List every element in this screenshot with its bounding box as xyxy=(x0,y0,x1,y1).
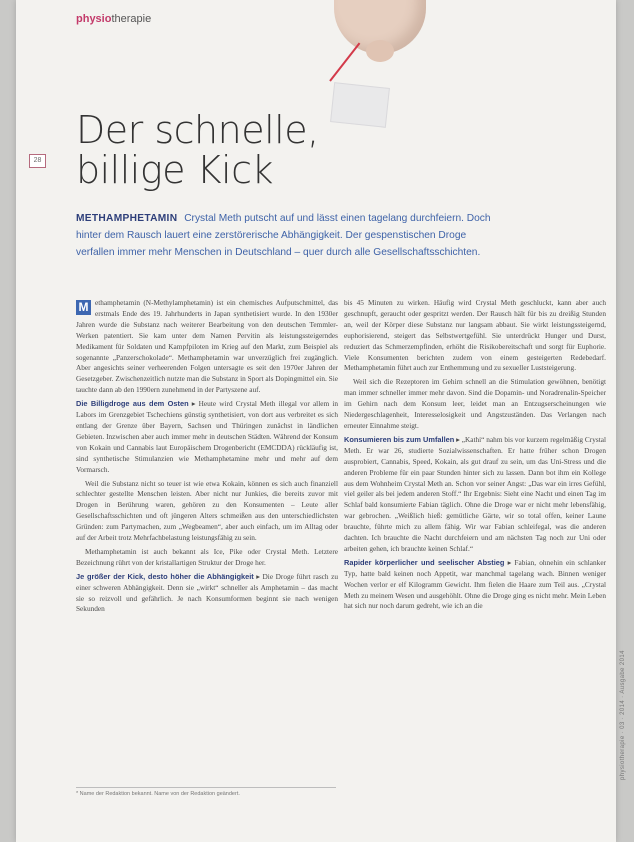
subheading: Die Billigdroge aus dem Osten xyxy=(76,399,189,409)
rubric-part-1: physio xyxy=(76,13,112,25)
rubric-part-2: therapie xyxy=(111,13,152,25)
bag-string xyxy=(329,43,360,82)
headline-line-1: Der schnelle, xyxy=(76,108,319,152)
paragraph: Methamphetamin ist auch bekannt als Ice, Pike oder Crystal Meth. Letztere Bezeichnung rührt von der kristallartigen Struktur der Droge her. xyxy=(76,546,338,567)
paragraph: Weil sich die Rezeptoren im Gehirn schnell an die Stimulation gewöhnen, benötigt man immer schneller immer mehr davon. Sind die Dopamin- und Noradrenalin-Speicher im Gehirn nach dem Konsum leer, leidet man an Entzugserscheinungen wie Niedergeschlagenheit, Interesselosigkeit und Angstzuständen. Das Verlangen nach erneuter Einnahme steigt. xyxy=(344,377,606,430)
paragraph: Weil die Substanz nicht so teuer ist wie etwa Kokain, können es sich auch finanziell schlechter gestellte Menschen leisten. Aber nicht nur Junkies, die bereits zuvor mit Drogen in Berührung waren, gehören zu den Konsumenten – Leute aller Gesellschaftsschichten und oft jüngeren Alters schmeißen aus den unterschiedlichsten Gründen: zum Partymachen, zum „Wegbeamen“, aber auch einfach, um im Alltag oder auf der Arbeit trotz Mehrfachbelastung leistungsfähig zu sein. xyxy=(76,478,338,543)
paragraph: Konsumieren bis zum Umfallen ▸ „Kathi“ nahm bis vor kurzem regelmäßig Crystal Meth. Er war 26, studierte Sozialwissenschaften. Er hatte früher schon Drogen ausprobiert, Cannabis, Speed, Kokain, als gut drauf zu sein, um das Uni-Stress und die anderen Probleme für ein paar Stunden hinter sich zu lassen. Dann bot ihm ein Kollege aus dem Wohnheim Crystal Meth an. Schon vor seiner Angst: „Das war ein irres Gefühl, viel geiler als bei jedem anderen Stoff.“ Ihr Ergebnis: Sieht eine Nacht und einen Tag im Schlaf bald konsumierte Fabian täglich. Ohne die Droge war er nicht mehr lebensfähig, war gebrochen. „Weißlich hieß: gemütliche Gärte, wir so total offen, keiner Laune brauchte, führte mich zu allem fähig. Wir war Fabian schleifegal, was die anderen dachten. Ich brauchte die Nacht durchfeiern und am nächsten Tag noch zur Uni oder arbeiten gehen, ich brauchte keinen Schlaf.“ xyxy=(344,434,606,553)
page-number: 28 xyxy=(29,154,46,168)
intro-paragraph xyxy=(76,298,338,396)
paragraph: Die Billigdroge aus dem Osten ▸ Heute wird Crystal Meth illegal vor allem in Labors im Grenzgebiet Tschechiens günstig synthetisiert, von dort aus verbreitet es sich entlang der Grenze über Bayern, Sachsen und Thüringen zunächst in ländlichen Gebieten. Inzwischen aber auch immer mehr in deutschen Städten. Während der Konsum von Kokain und Cannabis laut Europäischem Drogenbericht (EMCDDA) rückläufig ist, sind synthetische Stimulanzien wie Methamphetamine mehr und mehr auf dem Vormarsch. xyxy=(76,399,339,474)
paragraph-text: Die Droge führt rasch zu einer schweren Abhängigkeit. Denn sie „wirkt“ schneller als Amphetamin – das macht sie so reizvoll und gefährlich. Je nach Konsumformen beginnt sie nach wenigen Sekunden xyxy=(76,571,338,614)
intro-text: ethamphetamin (N-Methylamphetamin) ist ein chemisches Aufputschmittel, das erstmals Ende des 19. Jahrhunderts in Japan synthetisiert wurde. In den 1930er Jahren wurde die Substanz nach weiterer Bearbeitung von den deutschen Temmler-Werken patentiert. Sie kam unter dem Namen Pervitin als leistungssteigerndes Medikament für Soldaten und Kampfpiloten im Krieg auf den Markt, zum Beispiel als sogenannte „Panzerschokolade“. Methamphetamin war unverzüglich frei zugänglich. Aber angesichts seiner verheerenden Folgen untersagte es seit den 1970er Jahren der Gesetzgeber. Zwischenzeitlich nutzte man die Substanz in Sport als Dopingmittel ein. Sie tauchte dann ab den 1990ern zunehmend in der Partyszene auf. xyxy=(76,298,338,395)
paragraph: bis 45 Minuten zu wirken. Häufig wird Crystal Meth geschluckt, kann aber auch geschnupft, geraucht oder gespritzt werden. Der Rausch hält für bis zu dreißig Stunden an, weil der Körper diese Substanz nur langsam abbaut. Sie wirkt leistungssteigernd, euphorisierend, steigert das Selbstwertgefühl. Sie unterdrückt Hunger und Durst, reduziert das Schmerzempfinden, erhöht die Risikobereitschaft und sorgt für Euphorie. Viele Konsumenten berichten zudem von einem gesteigerten Redebedarf. Methamphetamin führt auch zur Enthemmung und zu sexueller Luststeigerung. xyxy=(344,298,606,373)
subheading: Konsumieren bis zum Umfallen xyxy=(344,434,455,444)
headline xyxy=(76,110,376,190)
paragraph-text: „Kathi“ nahm bis vor kurzem regelmäßig Crystal Meth. Er war 26, studierte Sozialwissenschaften. Er hatte früher schon Drogen ausprobiert, Cannabis, Speed, Kokain, als gut drauf zu sein, um das Uni-Stress und die anderen Probleme für ein paar Stunden hinter sich zu lassen. Dann bot ihm ein Kollege aus dem Wohnheim Crystal Meth an. Schon vor seiner Angst: „Das war ein irres Gefühl, viel geiler als bei jedem anderen Stoff.“ Ihr Ergebnis: Sieht eine Nacht und einen Tag im Schlaf bald konsumierte Fabian täglich. Ohne die Droge war er nicht mehr lebensfähig, war gebrochen. „Weißlich hieß: gemütliche Gärte, wir so total offen, keiner Laune brauchte, führte mich zu allem fähig. Wir war Fabian schleifegal, was die anderen dachten. Ich brauchte die Nacht durchfeiern und am nächsten Tag noch zur Uni oder arbeiten gehen, ich brauchte keinen Schlaf.“ xyxy=(344,434,606,553)
side-label-text: physiotherapie · 03 · 2014 · Ausgabe 2014 xyxy=(620,650,626,780)
paragraph: Je größer der Kick, desto höher die Abhängigkeit ▸ Die Droge führt rasch zu einer schweren Abhängigkeit. Denn sie „wirkt“ schneller als Amphetamin – das macht sie so reizvoll und gefährlich. Je nach Konsumformen beginnt sie nach wenigen Sekunden xyxy=(76,571,338,614)
paragraph-text: Heute wird Crystal Meth illegal vor allem in Labors im Grenzgebiet Tschechiens günstig synthetisiert, von dort aus verbreitet es sich entlang der Grenze über Bayern, Sachsen und Thüringen zunächst in ländlichen Gebieten. Inzwischen aber auch immer mehr in deutschen Städten. Während der Konsum von Kokain und Cannabis laut Europäischem Drogenbericht (EMCDDA) rückläufig ist, sind synthetische Stimulanzien wie Methamphetamine mehr und mehr auf dem Vormarsch. xyxy=(76,399,339,474)
footnote: * Name der Redaktion bekannt. Name von der Redaktion geändert. xyxy=(76,787,336,797)
right-column xyxy=(344,298,606,615)
subheading: Je größer der Kick, desto höher die Abhängigkeit xyxy=(76,571,254,581)
paragraph-text: Fabian, ohnehin ein schlanker Typ, hatte bald keinen noch Appetit, war manchmal tagelang wach. Binnen weniger Wochen verlor er elf Kilogramm Gewicht. Ihm fielen die Haare zum Teil aus. „Crystal Meth zu meinem Wesen und ausgehöhlt. Ohne die Droge ging es nicht mehr. Mein Leben hat sich nur noch darum gedreht, wie ich an die xyxy=(344,557,606,611)
section-rubric xyxy=(76,13,151,25)
headline-line-2: billige Kick xyxy=(76,148,273,192)
lead-paragraph xyxy=(76,210,496,261)
paragraph: Rapider körperlicher und seelischer Abstieg ▸ Fabian, ohnehin ein schlanker Typ, hatte bald keinen noch Appetit, war manchmal tagelang wach. Binnen weniger Wochen verlor er elf Kilogramm Gewicht. Ihm fielen die Haare zum Teil aus. „Crystal Meth zu meinem Wesen und ausgehöhlt. Ohne die Droge ging es nicht mehr. Mein Leben hat sich nur noch darum gedreht, wie ich an die xyxy=(344,557,606,611)
lead-text: Crystal Meth putscht auf und lässt einen tagelang durchfeiern. Doch hinter dem Rausch lauert eine zerstörerische Abhängigkeit. Der gespenstischen Droge verfallen immer mehr Menschen in Deutschland – quer durch alle Gesellschaftsschichten. xyxy=(76,213,491,258)
subheading: Rapider körperlicher und seelischer Abstieg xyxy=(344,557,505,567)
lead-kicker: METHAMPHETAMIN xyxy=(76,213,178,224)
finger-photo xyxy=(366,40,394,62)
left-column xyxy=(76,298,338,618)
magazine-page xyxy=(16,0,626,842)
side-label xyxy=(620,580,632,780)
dropcap: M xyxy=(76,300,91,315)
